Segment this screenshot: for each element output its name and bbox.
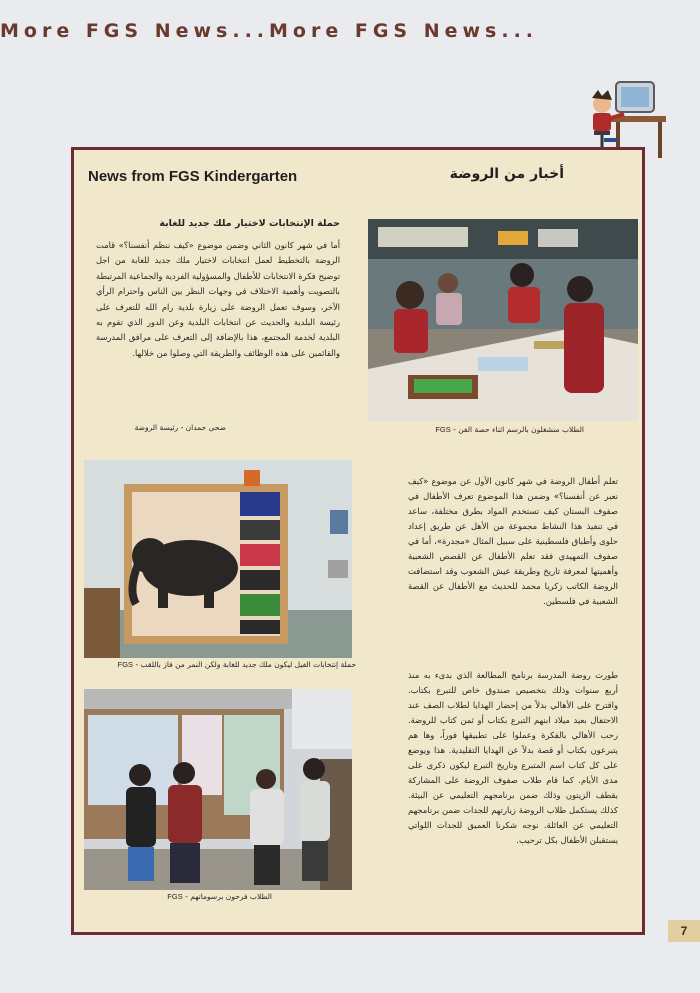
- article-title-en: News from FGS Kindergarten: [88, 168, 298, 185]
- photo1-caption: [368, 425, 584, 434]
- header-banner: More FGS News...More FGS News...: [0, 20, 539, 42]
- photo-elephant-election: [84, 460, 352, 658]
- photo3-caption: [84, 892, 272, 901]
- photo2-caption: [84, 660, 356, 669]
- photo2-caption-text: حملة إنتخابات الفيل ليكون ملك جديد للغابة ولكن النمر من فاز باللقب -: [135, 660, 356, 669]
- photo-children-drawings: [84, 689, 352, 890]
- section2-body: تعلم أطفال الروضة في شهر كانون الأول عن موضوع «كيف نعبر عن أنفسنا؟» وضمن هذا الموضوع تعرف الأطفال في صفوف البستان كيف تستخدم المواد بطرق مختلفة، ساعد في تنفيذ هذا النشاط مجموعة من الأهل عن طريق إعداد حلوى وأطباق فلسطينية على سبيل المثال «مجدرة»، أما في صفوف التمهيدي فقد تعلم الأطفال عن القصص الشعبية وأهميتها لمعرفة تاريخ وطريقة عيش الشعوب وقد استضافت الروضة الكاتب زكريا محمد للحديث مع الأطفال عن القصة الشعبية في فلسطين.: [408, 476, 618, 606]
- section1-heading: حملة الإنتخابات لاختيار ملك جديد للغابة: [159, 218, 340, 229]
- article-title-ar: أخبار من الروضة: [449, 166, 564, 182]
- page-number: 7: [668, 920, 700, 942]
- photo1-credit: FGS: [435, 425, 451, 434]
- photo3-credit: FGS: [167, 892, 183, 901]
- photo-art-class: [368, 219, 638, 421]
- section1-body: أما في شهر كانون الثاني وضمن موضوع «كيف ننظم أنفسنا؟» قامت الروضة بالتخطيط لعمل انتخابات لاختيار ملك جديد للغابة من اجل توضيح فكرة الانتخابات للأطفال والمسؤولية الفردية والجماعية المرتبطة بالتصويت وأهمية الاختلاف في وجهات النظر بين الناس واحترام الرأي الآخر، وسوف تعمل الروضة على زيارة بلدية رام الله للتعرف على رئيسة البلدية والحديث عن انتخابات البلدية وعن الدور الذي تقوم به البلدية لخدمة المجتمع، هذا بالإضافة إلى التعرف على مرافق المدرسة والقائمين على هذه الوظائف والطريقة التي وصلوا من خلالها.: [96, 240, 340, 358]
- photo1-caption-text: الطلاب منشغلون بالرسم اثناء حصة الفن -: [453, 425, 584, 434]
- section1-signature: ضحى حمدان - رئيسة الروضة: [134, 423, 226, 432]
- section3-body: طورت روضة المدرسة برنامج المطالعة الذي بدىء به منذ أربع سنوات وذلك بتخصيص صندوق خاص للتبرع بكتاب. واقترح على الأهالي بدلاً من إحضار الهدايا لطلاب الصف عند الاحتفال بعيد ميلاد ابنهم التبرع بكتاب أو ثمن كتاب للروضة. رحب الأهالي بالفكرة وعملوا على تطبيقها فوراً، وها هم يتبرعون بكتاب أو قصة بدلاً عن الهدايا التقليدية. هذا ويوضع على كل كتاب اسم المتبرع وتاريخ التبرع ليكون ذكرى على مدى الأيام. كما قام طلاب صفوف الروضة على المشاركة بقطف الزيتون وذلك ضمن برنامجهم التعليمي عن البيئة. كذلك يستكمل طلاب الروضة زيارتهم للجدات ضمن برنامجهم التعليمي عن العائلة. نوجه شكرنا العميق للجدات اللواتي يستقبلن الأطفال بكل ترحيب.: [408, 670, 618, 845]
- photo3-caption-text: الطلاب فرحون برسوماتهم -: [185, 892, 272, 901]
- photo2-credit: FGS: [117, 660, 134, 669]
